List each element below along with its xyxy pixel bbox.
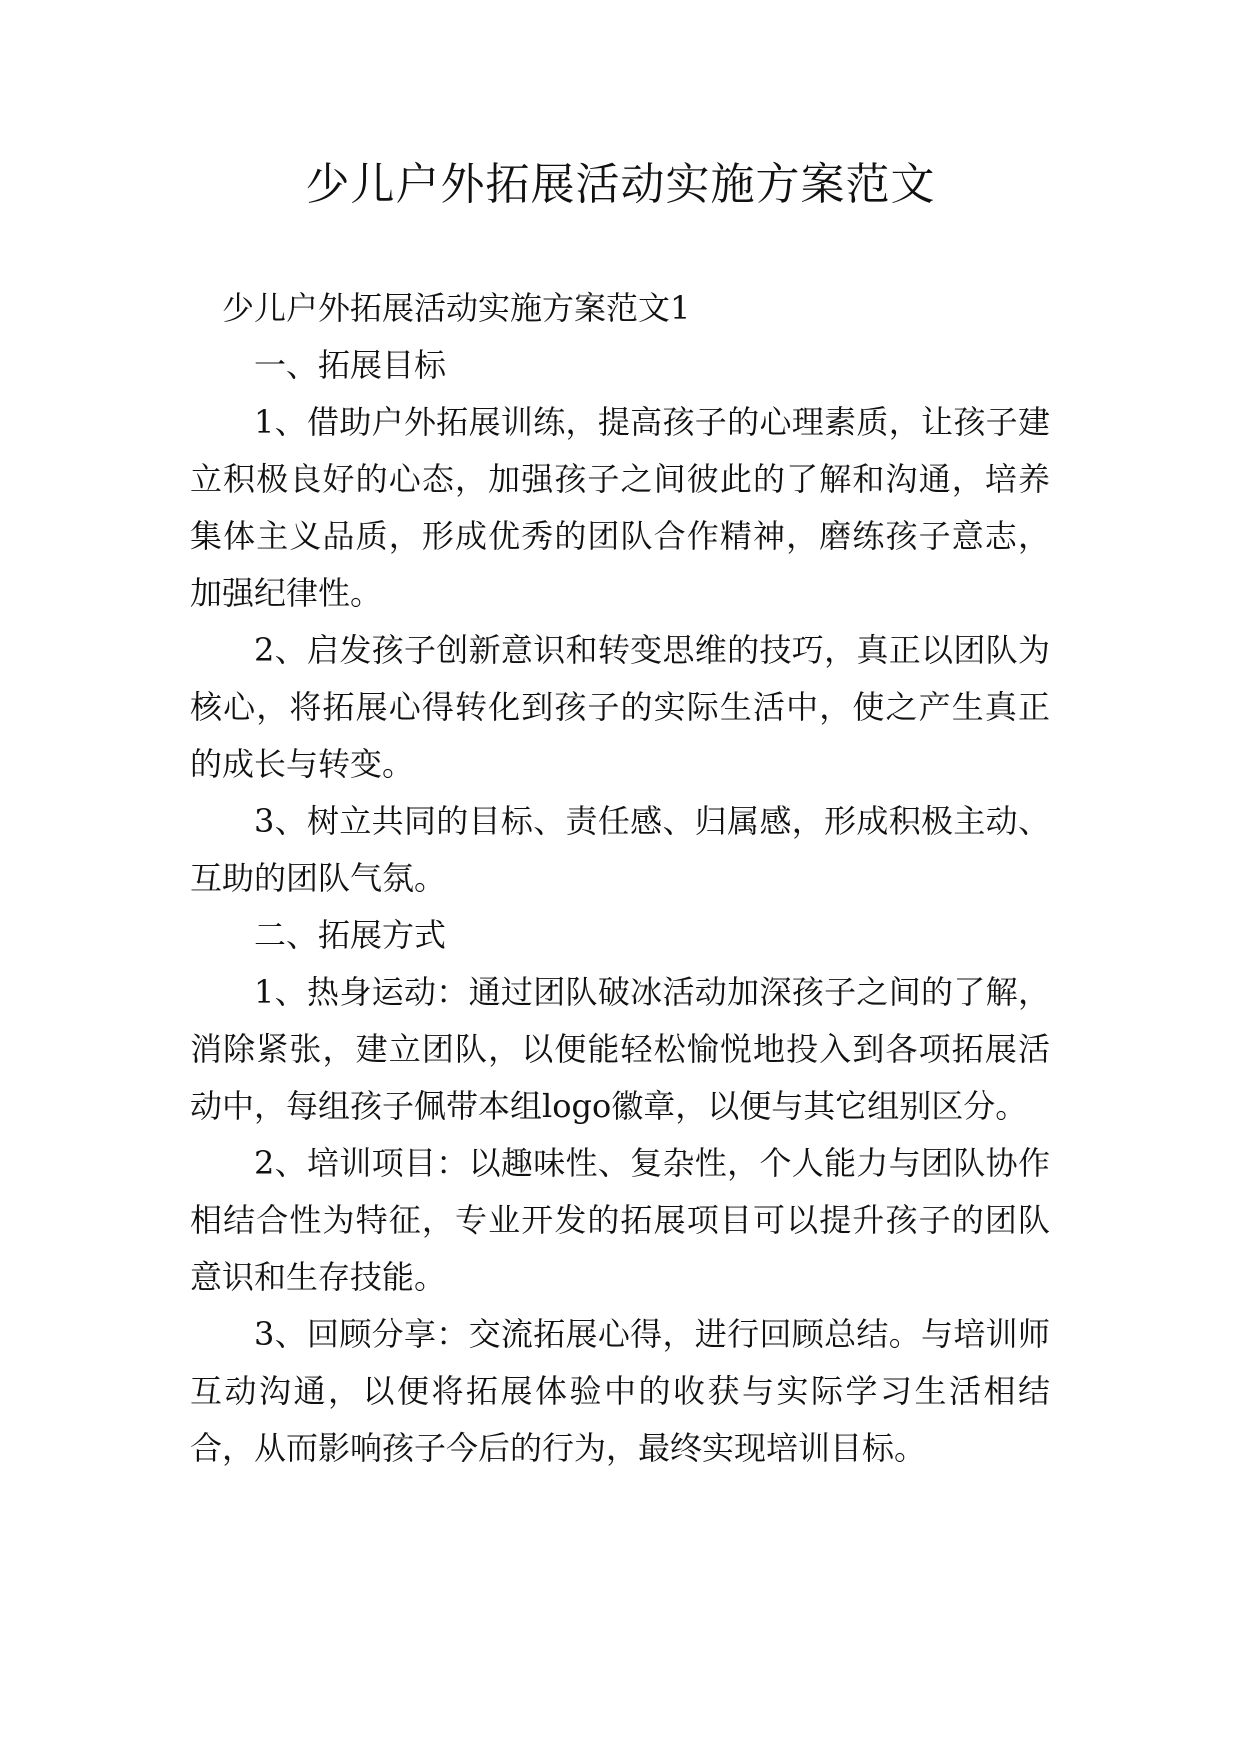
- heading-goals: 一、拓展目标: [254, 346, 447, 384]
- section-subtitle: 少儿户外拓展活动实施方案范文1: [222, 289, 691, 327]
- document-title: 少儿户外拓展活动实施方案范文: [305, 159, 936, 210]
- paragraph: 3、树立共同的目标、责任感、归属感，形成积极主动、互助的团队气氛。: [190, 802, 1050, 897]
- heading-methods: 二、拓展方式: [254, 916, 447, 954]
- document-body: [190, 280, 1050, 1477]
- paragraph: 1、热身运动：通过团队破冰活动加深孩子之间的了解，消除紧张，建立团队，以便能轻松愉悦地投入到各项拓展活动中，每组孩子佩带本组logo徽章，以便与其它组别区分。: [190, 973, 1050, 1125]
- paragraph: 3、回顾分享：交流拓展心得，进行回顾总结。与培训师互动沟通，以便将拓展体验中的收获与实际学习生活相结合，从而影响孩子今后的行为，最终实现培训目标。: [190, 1315, 1050, 1467]
- paragraph: 2、培训项目：以趣味性、复杂性，个人能力与团队协作相结合性为特征，专业开发的拓展项目可以提升孩子的团队意识和生存技能。: [190, 1144, 1050, 1296]
- paragraph: 1、借助户外拓展训练，提高孩子的心理素质，让孩子建立积极良好的心态，加强孩子之间彼此的了解和沟通，培养集体主义品质，形成优秀的团队合作精神，磨练孩子意志，加强纪律性。: [190, 403, 1050, 612]
- paragraph: 2、启发孩子创新意识和转变思维的技巧，真正以团队为核心，将拓展心得转化到孩子的实际生活中，使之产生真正的成长与转变。: [190, 631, 1050, 783]
